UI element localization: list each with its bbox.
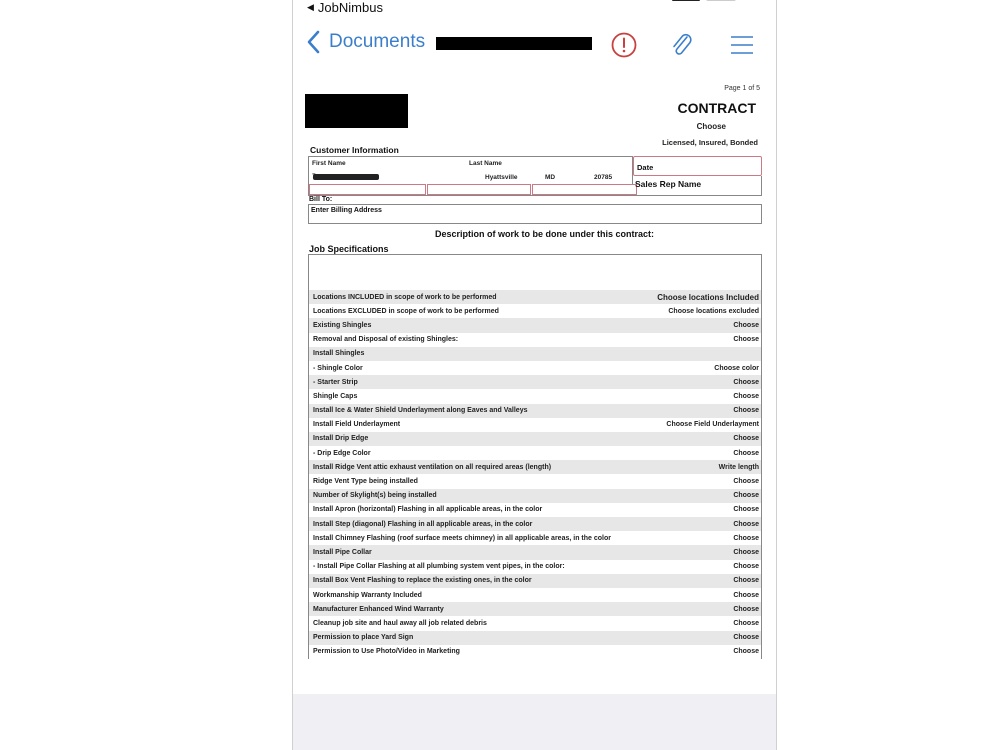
spec-value-select[interactable]: Choose — [733, 591, 759, 599]
extra-input[interactable] — [532, 184, 637, 195]
spec-row — [309, 645, 761, 659]
spec-row — [309, 560, 761, 574]
spec-label: Install Box Vent Flashing to replace the existing ones, in the color — [313, 577, 532, 585]
back-app-label: JobNimbus — [317, 0, 383, 15]
spec-row — [309, 304, 761, 318]
back-label: Documents — [329, 31, 426, 52]
description-heading: Description of work to be done under this contract: — [434, 229, 654, 239]
spec-value-select[interactable]: Choose — [733, 478, 759, 486]
sales-rep-label: Sales Rep Name — [635, 179, 702, 189]
menu-icon — [727, 30, 757, 60]
licensed-text: Licensed, Insured, Bonded — [662, 138, 758, 147]
spec-label: Number of Skylight(s) being installed — [313, 492, 437, 500]
spec-label: Permission to place Yard Sign — [313, 634, 414, 642]
company-choose-field[interactable]: Choose — [696, 122, 726, 131]
billing-placeholder: Enter Billing Address — [311, 207, 382, 214]
spec-value-select[interactable]: Choose — [733, 619, 759, 627]
navigation-bar — [293, 26, 776, 62]
spec-label: Install Drip Edge — [313, 435, 369, 443]
spec-row — [309, 517, 761, 531]
spec-value-select[interactable]: Choose — [733, 634, 759, 642]
company-logo-redacted — [305, 94, 408, 128]
sales-rep-field[interactable] — [633, 176, 762, 196]
spec-label: Install Chimney Flashing (roof surface meets chimney) in all applicable areas, in the color — [313, 534, 611, 542]
spec-row — [309, 616, 761, 630]
spec-value-select[interactable]: Choose — [733, 605, 759, 613]
spec-row — [309, 474, 761, 488]
spec-row — [309, 361, 761, 375]
spec-row — [309, 446, 761, 460]
menu-button[interactable] — [727, 30, 757, 60]
spec-row — [309, 631, 761, 645]
spec-value-select[interactable]: Choose — [733, 577, 759, 585]
chevron-left-icon — [305, 29, 321, 55]
spec-label: Install Field Underlayment — [313, 421, 401, 429]
paperclip-icon — [667, 30, 697, 60]
zip-value: 20785 — [594, 174, 613, 181]
spec-value-input[interactable]: Write length — [718, 463, 759, 471]
spec-label: Workmanship Warranty Included — [313, 591, 422, 599]
contract-title: CONTRACT — [677, 100, 756, 116]
document-viewer-background — [293, 694, 776, 750]
spec-value-select[interactable]: Choose color — [714, 364, 759, 372]
spec-value-select[interactable]: Choose — [733, 648, 759, 656]
contract-document — [293, 78, 776, 694]
documents-back-button[interactable] — [305, 29, 425, 55]
spec-value-select[interactable]: Choose — [733, 449, 759, 457]
status-bar — [293, 0, 776, 18]
job-specs-textarea[interactable] — [308, 254, 762, 294]
document-title-redacted — [436, 37, 592, 50]
alert-icon — [609, 30, 639, 60]
spec-value-select[interactable]: Choose locations excluded — [668, 307, 759, 315]
spec-label: - Starter Strip — [313, 378, 358, 386]
spec-label: Cleanup job site and haul away all job related debris — [313, 619, 487, 627]
page-indicator: Page 1 of 5 — [724, 85, 760, 92]
spec-label: Ridge Vent Type being installed — [313, 478, 418, 486]
spec-value-select[interactable]: Choose — [733, 336, 759, 344]
date-label: Date — [637, 163, 654, 172]
spec-label: Existing Shingles — [313, 321, 372, 329]
spec-row — [309, 404, 761, 418]
spec-row — [309, 602, 761, 616]
back-triangle-icon: ◀ — [307, 2, 314, 12]
spec-label: - Install Pipe Collar Flashing at all plumbing system vent pipes, in the color: — [313, 563, 565, 571]
spec-label: Permission to Use Photo/Video in Marketing — [313, 648, 460, 656]
spec-value-select[interactable]: Choose — [733, 548, 759, 556]
spec-label: Install Apron (horizontal) Flashing in all applicable areas, in the color — [313, 506, 543, 514]
spec-row — [309, 333, 761, 347]
status-icons — [672, 0, 736, 1]
spec-row — [309, 375, 761, 389]
back-to-app-link[interactable] — [307, 0, 383, 15]
spec-value-select[interactable]: Choose — [733, 378, 759, 386]
state-value: MD — [545, 174, 556, 181]
spec-label: Locations INCLUDED in scope of work to be performed — [313, 293, 497, 301]
spec-label: Shingle Caps — [313, 392, 358, 400]
spec-label: Install Ridge Vent attic exhaust ventilation on all required areas (length) — [313, 463, 552, 471]
spec-label: Install Step (diagonal) Flashing in all applicable areas, in the color — [313, 520, 533, 528]
spec-value-select[interactable]: Choose — [733, 321, 759, 329]
spec-label: - Drip Edge Color — [313, 449, 371, 457]
spec-row — [309, 318, 761, 332]
customer-info-box — [308, 156, 633, 196]
spec-row — [309, 489, 761, 503]
spec-value-select[interactable]: Choose — [733, 563, 759, 571]
spec-value-select[interactable]: Choose — [733, 392, 759, 400]
spec-row — [309, 588, 761, 602]
job-specs-heading: Job Specifications — [309, 244, 389, 254]
spec-value-select[interactable]: Choose locations Included — [657, 292, 759, 302]
spec-row — [309, 418, 761, 432]
spec-label: Install Ice & Water Shield Underlayment along Eaves and Valleys — [313, 407, 528, 415]
spec-label: Locations EXCLUDED in scope of work to be performed — [313, 307, 499, 315]
spec-label: - Shingle Color — [313, 364, 363, 372]
date-field[interactable] — [633, 156, 762, 176]
spec-value-select[interactable]: Choose — [733, 534, 759, 542]
spec-value-select[interactable]: Choose — [733, 492, 759, 500]
spec-row — [309, 290, 761, 304]
first-name-label: First Name — [312, 160, 346, 167]
spec-row — [309, 389, 761, 403]
spec-row — [309, 574, 761, 588]
spec-row — [309, 460, 761, 474]
battery-icon — [706, 0, 736, 1]
spec-label: Install Pipe Collar — [313, 548, 372, 556]
bill-to-label: Bill To: — [309, 196, 333, 203]
customer-info-heading: Customer Information — [310, 145, 399, 155]
attachment-button[interactable] — [667, 30, 697, 60]
spec-row — [309, 347, 761, 361]
spec-label: Manufacturer Enhanced Wind Warranty — [313, 605, 444, 613]
spec-value-select[interactable]: Choose Field Underlayment — [666, 421, 759, 429]
phone-screen — [292, 0, 777, 750]
spec-label: Removal and Disposal of existing Shingles: — [313, 336, 459, 344]
signal-icon — [672, 0, 700, 1]
address-redacted — [313, 174, 379, 180]
alert-button[interactable] — [609, 30, 639, 60]
spec-value-select[interactable]: Choose — [733, 435, 759, 443]
spec-row — [309, 531, 761, 545]
city-value: Hyattsville — [485, 174, 518, 181]
spec-row — [309, 432, 761, 446]
job-specs-table — [308, 290, 762, 659]
billing-address-input[interactable] — [308, 204, 762, 224]
spec-row — [309, 503, 761, 517]
spec-value-select[interactable]: Choose — [733, 520, 759, 528]
spec-value-select[interactable]: Choose — [733, 506, 759, 514]
last-name-label: Last Name — [469, 160, 502, 167]
phone-input[interactable] — [309, 184, 426, 195]
spec-label: Install Shingles — [313, 350, 365, 358]
email-input[interactable] — [427, 184, 531, 195]
spec-row — [309, 545, 761, 559]
spec-value-select[interactable]: Choose — [733, 407, 759, 415]
